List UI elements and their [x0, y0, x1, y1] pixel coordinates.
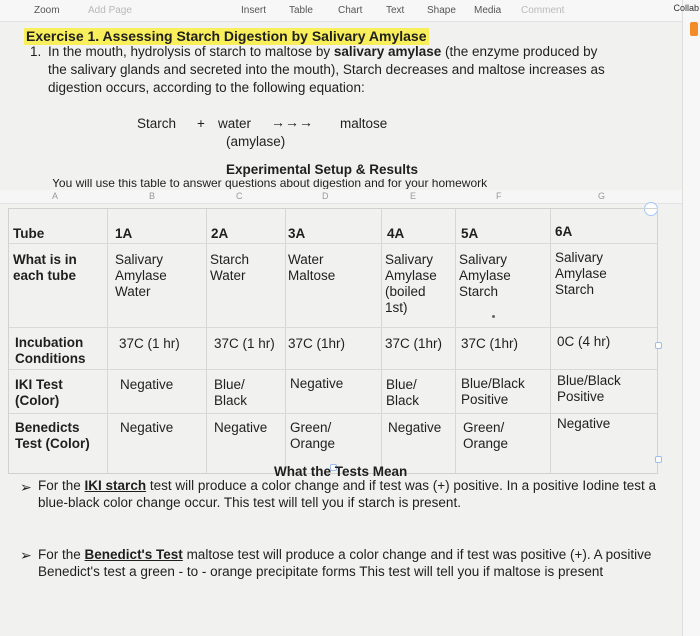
marker-dot-icon — [492, 315, 495, 318]
tube-1a-header: 1A — [115, 226, 133, 241]
intro-line-1 — [48, 43, 597, 61]
tube-6a-header: 6A — [555, 224, 573, 239]
bullet-arrow-icon: ➢ — [20, 479, 32, 495]
bullet-arrow-icon-2: ➢ — [20, 547, 32, 563]
tube-3a-incubation: 37C (1hr) — [288, 336, 346, 351]
row-header-tube: Tube — [13, 226, 45, 241]
exercise-title: Exercise 1. Assessing Starch Digestion by Salivary Amylase — [26, 28, 427, 44]
column-header-c[interactable]: C — [236, 191, 243, 201]
tube-2a-header: 2A — [211, 226, 229, 241]
shape-button[interactable]: Shape — [427, 5, 456, 16]
tube-6a-iki: Blue/Black Positive — [557, 373, 621, 404]
column-header-e[interactable]: E — [410, 191, 417, 201]
iki-note-term: IKI starch — [84, 478, 147, 493]
tube-3a-header: 3A — [288, 226, 306, 241]
benedicts-note-text: maltose test will produce a color change and if test was positive (+). A positive Benedict's test a green - to - orange precipitate forms This test will tell you if maltose is present — [38, 547, 652, 579]
tube-3a-iki: Negative — [290, 376, 344, 391]
intro-text-b: (the enzyme produced by — [445, 44, 598, 59]
tube-3a-benedicts: Green/ Orange — [290, 420, 336, 451]
column-header-d[interactable]: D — [322, 191, 329, 201]
tube-5a-incubation: 37C (1hr) — [461, 336, 519, 351]
tube-1a-incubation: 37C (1 hr) — [119, 336, 180, 351]
resize-handle-bottom-right-icon[interactable] — [655, 456, 662, 463]
collab-marker-icon — [690, 22, 698, 36]
chart-button[interactable]: Chart — [338, 5, 363, 16]
intro-line-2: the salivary glands and secreted into the mouth), Starch decreases and maltose increases as — [48, 62, 605, 77]
equation-enzyme: (amylase) — [226, 134, 286, 149]
tube-5a-contents: Salivary Amylase Starch — [459, 252, 511, 299]
tube-2a-contents: Starch Water — [210, 252, 250, 283]
tube-2a-incubation: 37C (1 hr) — [214, 336, 275, 351]
benedicts-note — [38, 546, 658, 580]
tube-4a-benedicts: Negative — [388, 420, 442, 435]
comment-button[interactable]: Comment — [521, 5, 565, 16]
intro-bold-term: salivary amylase — [333, 44, 442, 59]
iki-note-text: test will produce a color change and if test was (+) positive. In a positive Iodine test a blue-black color change occur. This test will tell you if starch is present. — [38, 478, 656, 510]
zoom-menu[interactable]: Zoom — [34, 5, 60, 16]
column-header-bar — [0, 190, 682, 204]
column-header-b[interactable]: B — [149, 191, 156, 201]
equation-water: water — [218, 116, 252, 131]
tube-1a-contents: Salivary Amylase Water — [115, 252, 167, 299]
collaboration-sidebar — [673, 0, 700, 636]
row-header-incubation: Incubation Conditions — [15, 335, 86, 366]
intro-line-3: digestion occurs, according to the following equation: — [48, 80, 365, 95]
tube-1a-benedicts: Negative — [120, 420, 174, 435]
iki-note-prefix: For the — [38, 478, 81, 493]
column-header-a[interactable]: A — [52, 191, 59, 201]
row-header-benedicts: Benedicts Test (Color) — [15, 420, 90, 451]
intro-number: 1. — [30, 44, 42, 59]
tube-2a-benedicts: Negative — [214, 420, 268, 435]
row-header-iki: IKI Test (Color) — [15, 377, 63, 408]
tube-4a-iki: Blue/ Black — [386, 377, 420, 408]
equation-maltose: maltose — [340, 116, 388, 131]
toolbar — [0, 0, 700, 22]
notes-title: What the Tests Mean — [274, 464, 408, 479]
insert-menu[interactable]: Insert — [241, 5, 267, 16]
tube-6a-contents: Salivary Amylase Starch — [555, 250, 607, 297]
tube-1a-iki: Negative — [120, 377, 174, 392]
equation-plus: + — [197, 116, 205, 131]
tube-5a-iki: Blue/Black Positive — [461, 376, 525, 407]
resize-handle-right-icon[interactable] — [655, 342, 662, 349]
tube-4a-header: 4A — [387, 226, 405, 241]
row-header-contents: What is in each tube — [13, 252, 77, 283]
tube-6a-incubation: 0C (4 hr) — [557, 334, 611, 349]
tube-3a-contents: Water Maltose — [288, 252, 336, 283]
intro-text-a: In the mouth, hydrolysis of starch to maltose by — [48, 44, 331, 59]
collab-label[interactable]: Collab — [673, 3, 699, 13]
benedicts-note-prefix: For the — [38, 547, 81, 562]
equation-starch: Starch — [137, 116, 177, 131]
iki-note — [38, 477, 658, 511]
tube-4a-incubation: 37C (1hr) — [385, 336, 443, 351]
equation-arrows: →→→ — [271, 114, 313, 130]
instruction-text: You will use this table to answer questions about digestion and for your homework — [52, 179, 488, 189]
tube-2a-iki: Blue/ Black — [214, 377, 248, 408]
instruction-cutoff — [52, 179, 612, 189]
tube-6a-benedicts: Negative — [557, 416, 611, 431]
tube-5a-benedicts: Green/ Orange — [463, 420, 509, 451]
media-button[interactable]: Media — [474, 5, 502, 16]
tube-4a-contents: Salivary Amylase (boiled 1st) — [385, 252, 437, 315]
tube-5a-header: 5A — [461, 226, 479, 241]
column-header-f[interactable]: F — [496, 191, 502, 201]
column-header-g[interactable]: G — [598, 191, 606, 201]
benedicts-note-term: Benedict's Test — [84, 547, 183, 562]
table-button[interactable]: Table — [289, 5, 313, 16]
document-page — [0, 22, 682, 636]
setup-title: Experimental Setup & Results — [226, 162, 419, 177]
results-table[interactable] — [8, 208, 658, 474]
text-button[interactable]: Text — [386, 5, 405, 16]
add-page-button[interactable]: Add Page — [88, 5, 132, 16]
